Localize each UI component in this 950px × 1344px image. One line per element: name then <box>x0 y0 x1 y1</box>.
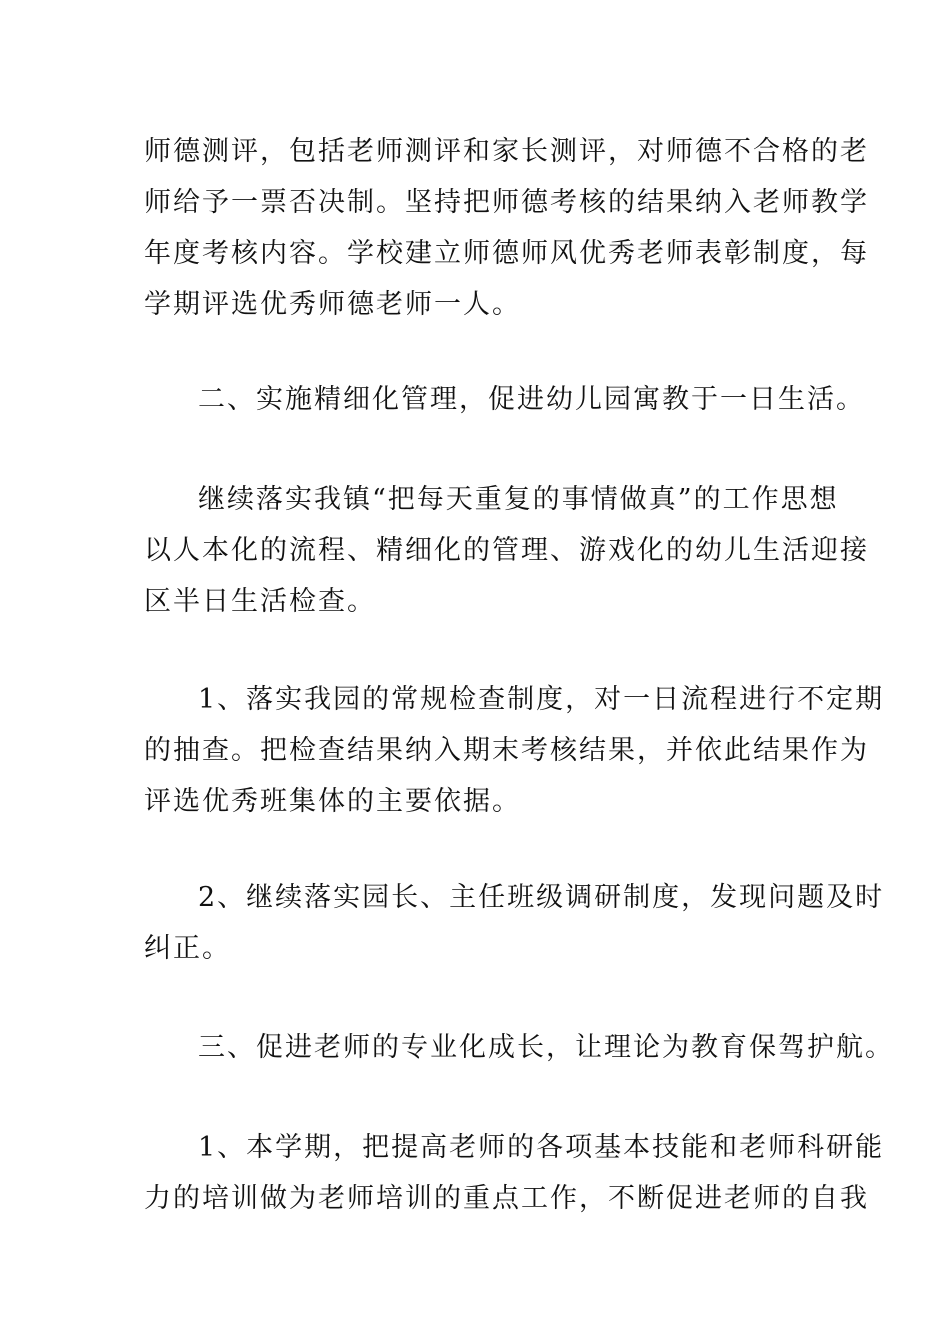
text-line: 的抽查。把检查结果纳入期末考核结果，并依此结果作为 <box>144 735 869 766</box>
text-line: 年度考核内容。学校建立师德师风优秀老师表彰制度，每 <box>144 238 869 269</box>
paragraph-teacher-training <box>144 1122 885 1224</box>
section-heading: 三、促进老师的专业化成长，让理论为教育保驾护航。 <box>198 1032 894 1063</box>
text-line: 学期评选优秀师德老师一人。 <box>144 289 521 320</box>
text-line: 1、本学期，把提高老师的各项基本技能和老师科研能 <box>198 1132 885 1163</box>
text-line: 力的培训做为老师培训的重点工作，不断促进老师的自我 <box>144 1183 869 1214</box>
text-line: 以人本化的流程、精细化的管理、游戏化的幼儿生活迎接 <box>144 535 869 566</box>
text-line: 纠正。 <box>144 933 231 964</box>
paragraph-class-research <box>144 872 885 974</box>
heading-section-two <box>144 374 865 425</box>
paragraph-teacher-ethics-evaluation <box>144 126 869 330</box>
text-line: 区半日生活检查。 <box>144 586 376 617</box>
text-line: 评选优秀班集体的主要依据。 <box>144 786 521 817</box>
text-line: 师德测评，包括老师测评和家长测评，对师德不合格的老 <box>144 136 869 167</box>
paragraph-work-philosophy <box>144 474 869 627</box>
heading-section-three <box>144 1022 894 1073</box>
text-line: 继续落实我镇“把每天重复的事情做真”的工作思想 <box>198 484 839 515</box>
text-line: 师给予一票否决制。坚持把师德考核的结果纳入老师教学 <box>144 187 869 218</box>
text-line: 1、落实我园的常规检查制度，对一日流程进行不定期 <box>198 684 885 715</box>
section-heading: 二、实施精细化管理，促进幼儿园寓教于一日生活。 <box>198 384 865 415</box>
paragraph-routine-inspection <box>144 674 885 827</box>
text-line: 2、继续落实园长、主任班级调研制度，发现问题及时 <box>198 882 885 913</box>
